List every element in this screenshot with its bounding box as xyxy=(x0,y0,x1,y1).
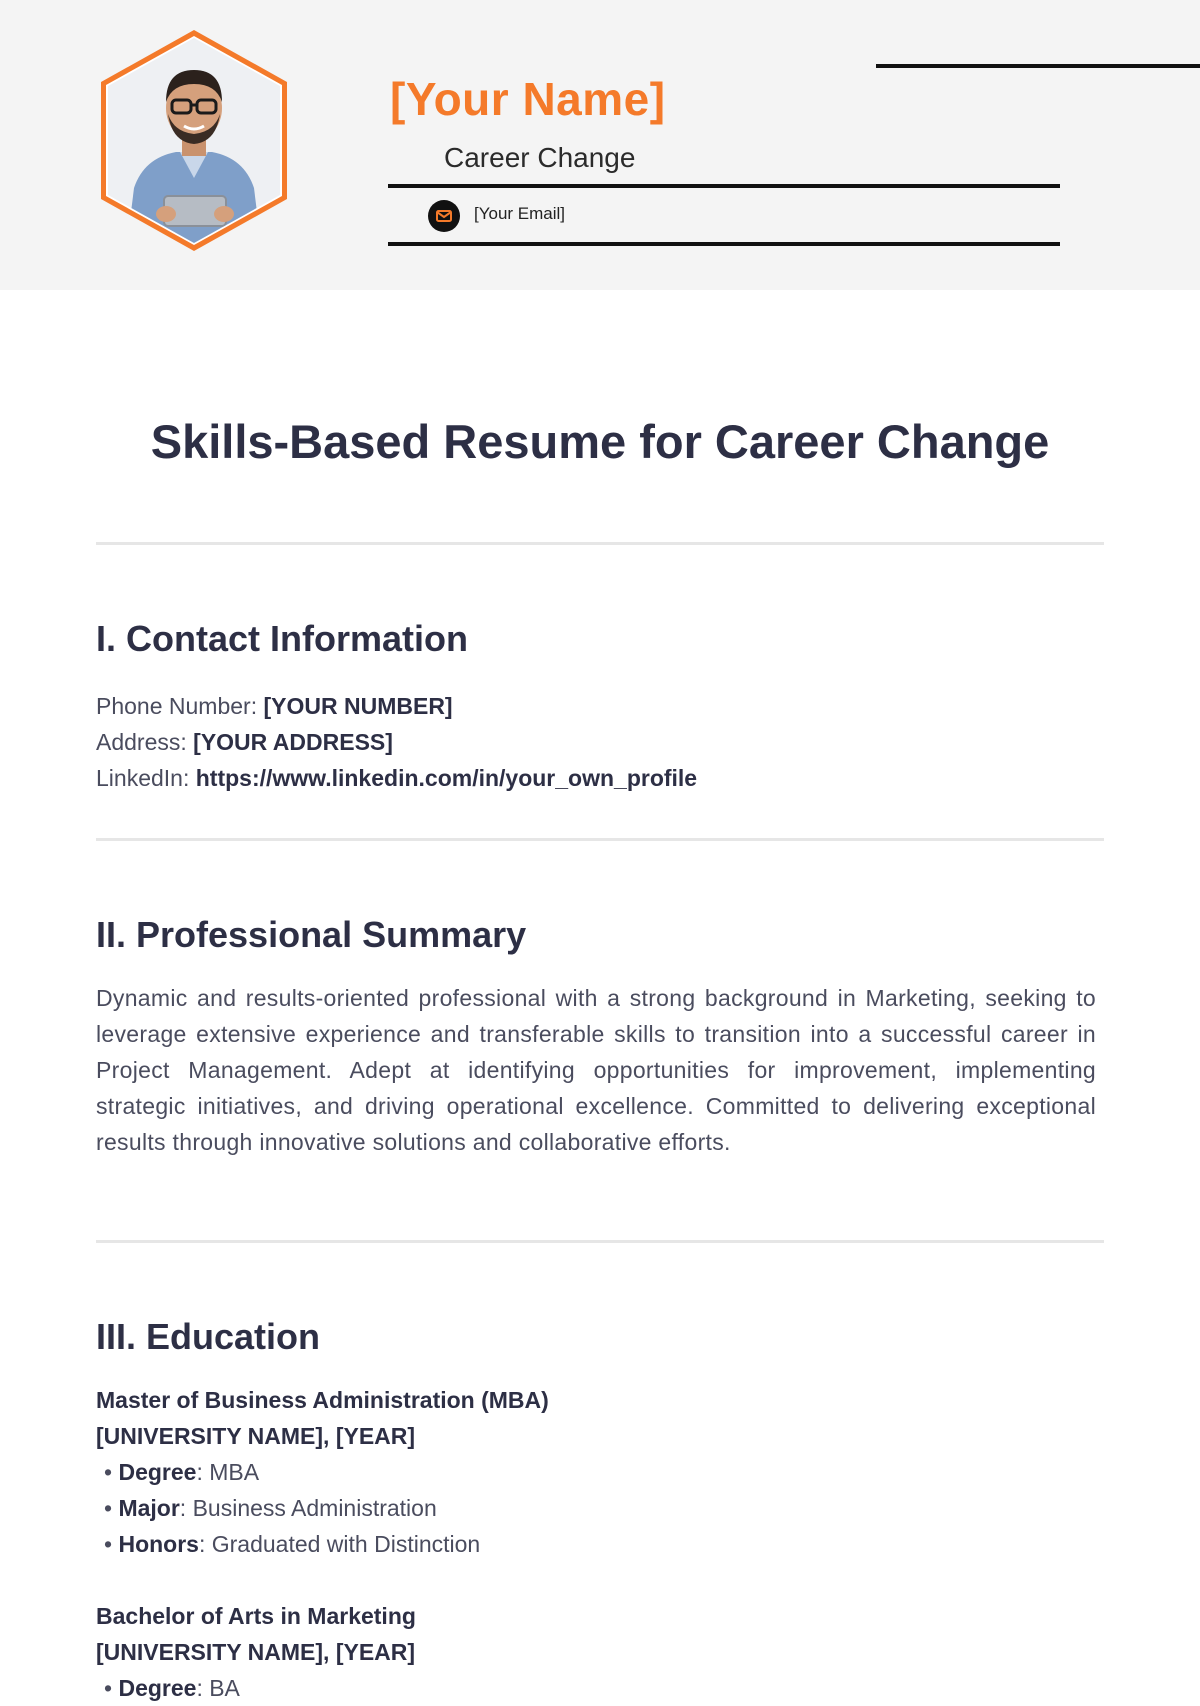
degree-title: Master of Business Administration (MBA) xyxy=(96,1387,549,1413)
list-item: • Degree: BA xyxy=(104,1675,240,1701)
linkedin-link[interactable]: https://www.linkedin.com/in/your_own_profile xyxy=(195,765,698,791)
detail-value: : Business Administration xyxy=(179,1495,437,1521)
resume-header xyxy=(0,0,1200,290)
candidate-name: [Your Name] xyxy=(390,73,666,125)
summary-text: Dynamic and results-oriented professional with a strong background in Marketing, seeking to leverage extensive experience and transferable skills to transition into a successful career in Project Management. Adept at identifying opportunities for improvement, implementing strategic initiatives, and driving operational excellence. Committed to delivering exceptional results through innovative solutions and collaborative efforts. xyxy=(96,985,1096,1155)
contact-information xyxy=(96,688,697,796)
section-divider xyxy=(96,1240,1104,1243)
document-title: Skills-Based Resume for Career Change xyxy=(150,415,1050,468)
address-label: Address: xyxy=(96,729,194,755)
detail-label: Honors xyxy=(118,1531,199,1557)
section-divider xyxy=(96,542,1104,545)
detail-label: Degree xyxy=(118,1675,197,1701)
list-item: • Major: Business Administration xyxy=(104,1495,437,1521)
education-entry xyxy=(96,1382,549,1562)
degree-details xyxy=(96,1454,549,1562)
header-rule xyxy=(388,184,1060,188)
list-item: • Degree: MBA xyxy=(104,1459,260,1485)
envelope-icon xyxy=(428,200,460,232)
address-value: [YOUR ADDRESS] xyxy=(193,729,393,755)
institution: [UNIVERSITY NAME], [YEAR] xyxy=(96,1423,416,1449)
detail-value: : MBA xyxy=(196,1459,260,1485)
phone-line xyxy=(96,688,697,724)
phone-value: [YOUR NUMBER] xyxy=(263,693,453,719)
profile-photo xyxy=(96,28,292,253)
degree-title: Bachelor of Arts in Marketing xyxy=(96,1603,416,1629)
header-rule-bottom xyxy=(388,242,1060,246)
section-divider xyxy=(96,838,1104,841)
detail-label: Degree xyxy=(118,1459,197,1485)
institution: [UNIVERSITY NAME], [YEAR] xyxy=(96,1639,416,1665)
contact-heading: I. Contact Information xyxy=(96,618,468,659)
header-top-rule xyxy=(876,64,1200,68)
candidate-role: Career Change xyxy=(444,142,636,173)
education-entry xyxy=(96,1598,416,1706)
detail-value: : BA xyxy=(196,1675,240,1701)
phone-label: Phone Number: xyxy=(96,693,264,719)
list-item: • Honors: Graduated with Distinction xyxy=(104,1531,481,1557)
detail-label: Major xyxy=(118,1495,180,1521)
address-line xyxy=(96,724,697,760)
summary-heading: II. Professional Summary xyxy=(96,914,527,955)
education-heading: III. Education xyxy=(96,1316,321,1357)
detail-value: : Graduated with Distinction xyxy=(198,1531,481,1557)
linkedin-label: LinkedIn: xyxy=(96,765,196,791)
candidate-email[interactable]: [Your Email] xyxy=(474,204,566,223)
linkedin-line xyxy=(96,760,697,796)
